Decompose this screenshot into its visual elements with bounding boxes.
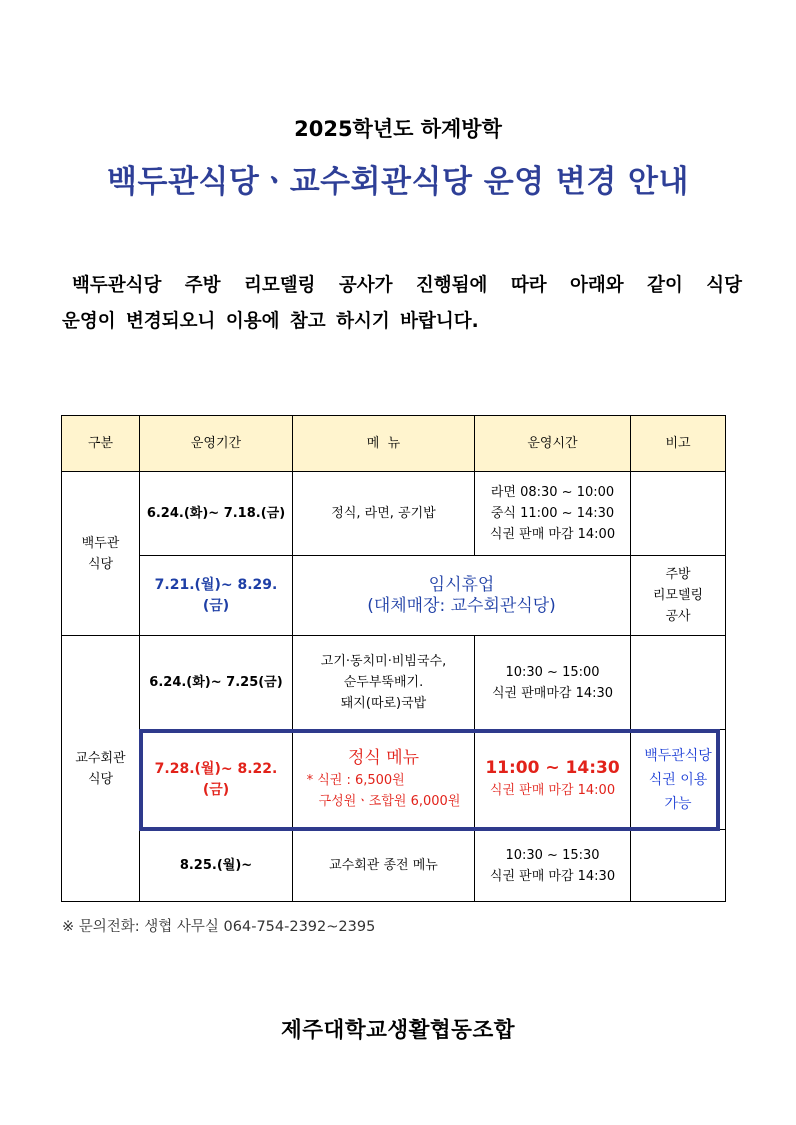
header-category: 구분 [62,416,140,472]
menu-cell: 교수회관 종전 메뉴 [293,830,475,902]
hours-text: 중식 11:00 ~ 14:30 [490,506,615,521]
table-row [62,636,726,730]
note-cell [631,472,726,556]
period-cell: 8.25.(월)~ [140,830,293,902]
note-text: 백두관식당 [644,747,712,764]
intro-paragraph [62,268,742,340]
table-row [62,472,726,556]
intro-line-1: 백두관식당 주방 리모델링 공사가 진행됨에 따라 아래와 같이 식당 [72,275,742,296]
hours-text: 식권 판매 마감 14:00 [489,783,616,798]
closed-alt-venue: (대체매장: 교수회관식당) [367,595,556,616]
table-row [62,556,726,636]
header-hours: 운영시간 [475,416,631,472]
period-cell: 6.24.(화)~ 7.18.(금) [140,472,293,556]
note-text: 주방 [665,567,691,582]
hours-cell [475,830,631,902]
group-label: 교수회관 [75,750,126,766]
contact-footnote: ※ 문의전화: 생협 사무실 064-754-2392~2395 [62,919,376,935]
hours-text: 식권 판매 마감 14:00 [489,527,616,542]
period-cell: 6.24.(화)~ 7.25(금) [140,636,293,730]
period-cell: 7.21.(월)~ 8.29.(금) [140,556,293,636]
header-note: 비고 [631,416,726,472]
hours-cell [475,636,631,730]
hours-text: 10:30 ~ 15:30 [505,847,600,863]
note-text: 공사 [665,609,691,624]
menu-cell [293,730,475,830]
document-title: 백두관식당ㆍ교수회관식당 운영 변경 안내 [107,164,689,200]
hours-text: 라면 08:30 ~ 10:00 [490,485,615,500]
table-row [62,830,726,902]
hours-cell [475,730,631,830]
organization-name: 제주대학교생활협동조합 [281,1018,515,1043]
note-cell [631,830,726,902]
menu-text: 돼지(따로)국밥 [340,696,427,711]
menu-text: 고기·동치미·비빔국수, [320,654,447,669]
header-menu: 메 뉴 [293,416,475,472]
schedule-table [61,415,726,902]
group-faculty [62,636,140,902]
hours-text: 10:30 ~ 15:00 [505,664,600,680]
closed-notice [293,556,631,636]
closed-title: 임시휴업 [428,574,495,595]
menu-cell: 정식, 라면, 공기밥 [293,472,475,556]
note-cell [631,556,726,636]
hours-cell [475,472,631,556]
document-subtitle: 2025학년도 하계방학 [294,117,502,141]
period-cell: 7.28.(월)~ 8.22.(금) [140,730,293,830]
table-header-row [62,416,726,472]
table-row-highlighted [62,730,726,830]
group-baekdu [62,472,140,636]
header-period: 운영기간 [140,416,293,472]
note-cell [631,730,726,830]
hours-text: 11:00 ~ 14:30 [485,758,620,778]
menu-cell [293,636,475,730]
menu-text: 순두부뚝배기. [343,675,424,690]
menu-price: 구성원ㆍ조합원 6,000원 [318,793,461,809]
group-label: 백두관 [81,535,120,551]
hours-text: 식권 판매마감 14:30 [491,685,614,701]
note-text: 식권 이용 [648,771,708,788]
note-text: 가능 [664,795,692,812]
group-label: 식당 [87,771,114,787]
hours-text: 식권 판매 마감 14:30 [489,868,616,884]
menu-price: * 식권 : 6,500원 [306,772,405,788]
note-cell [631,636,726,730]
group-label: 식당 [87,556,114,572]
intro-line-2: 운영이 변경되오니 이용에 참고 하시기 바랍니다. [62,311,479,332]
note-text: 리모델링 [652,588,704,603]
menu-title: 정식 메뉴 [347,747,420,768]
